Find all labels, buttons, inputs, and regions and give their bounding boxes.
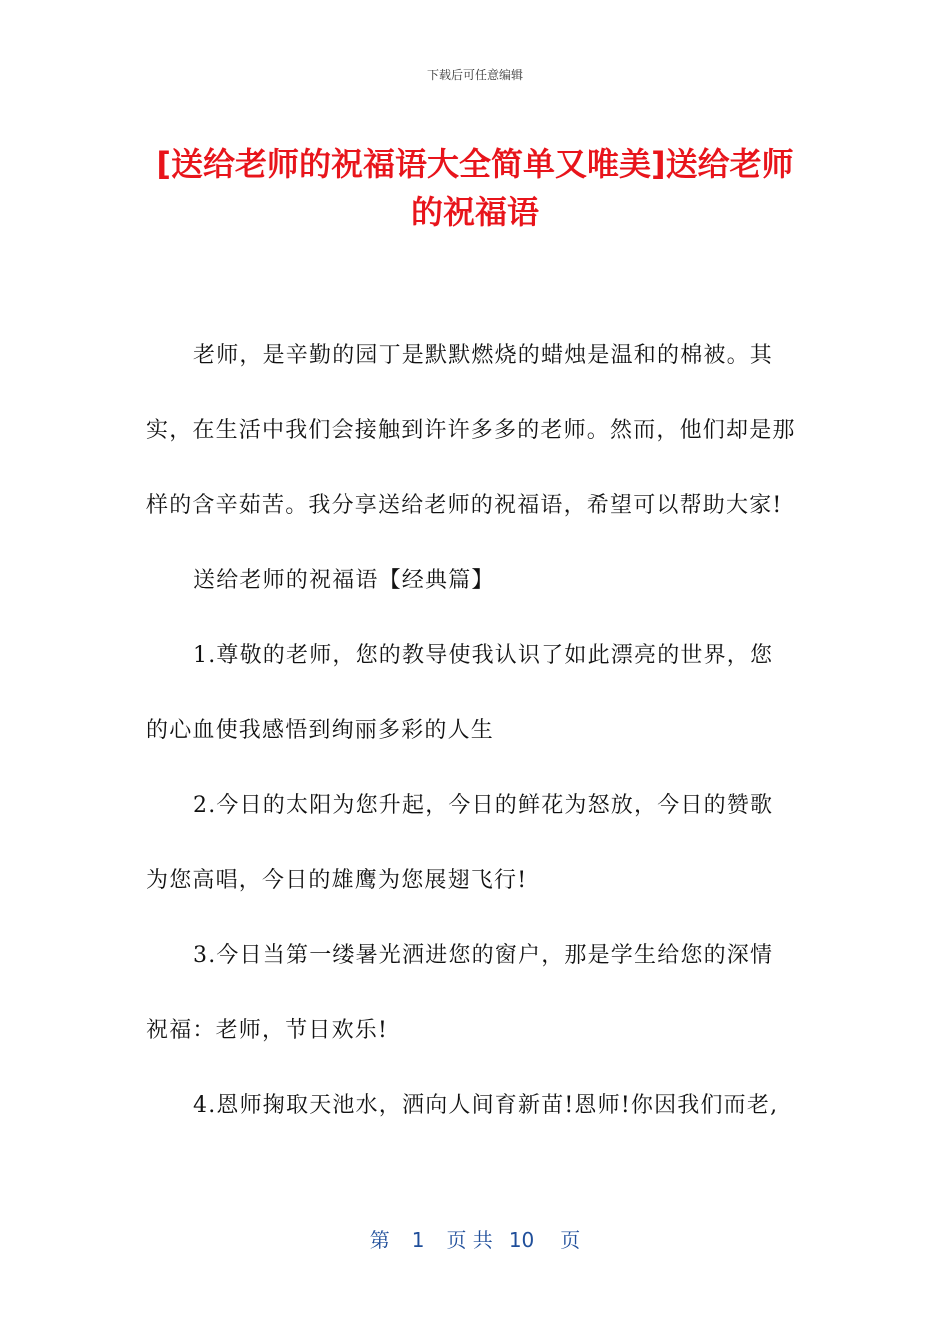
footer-total-pages: 10 — [508, 1228, 535, 1252]
section-heading: 送给老师的祝福语【经典篇】 — [193, 568, 495, 593]
document-title: [送给老师的祝福语大全简单又唯美]送给老师的祝福语 — [156, 145, 794, 231]
paragraph-item-4: 4.恩师掬取天池水，洒向人间育新苗!恩师!你因我们而老, — [193, 1093, 779, 1118]
footer-label-of: 页 共 — [446, 1228, 493, 1252]
document-body — [146, 318, 796, 1143]
paragraph-intro: 老师，是辛勤的园丁是默默燃烧的蜡烛是温和的棉被。其实，在生活中我们会接触到许许多多的老师。然而，他们却是那样的含辛茹苦。我分享送给老师的祝福语，希望可以帮助大家! — [146, 343, 796, 518]
footer-label-page: 第 — [369, 1228, 390, 1252]
footer-label-pages: 页 — [560, 1228, 581, 1252]
paragraph-item-1: 1.尊敬的老师，您的教导使我认识了如此漂亮的世界，您的心血使我感悟到绚丽多彩的人生 — [146, 643, 774, 743]
paragraph-item-3: 3.今日当第一缕暑光洒进您的窗户，那是学生给您的深情祝福：老师，节日欢乐! — [146, 943, 774, 1043]
page-footer — [0, 1224, 950, 1253]
paragraph-item-2: 2.今日的太阳为您升起，今日的鲜花为怒放，今日的赞歌为您高唱，今日的雄鹰为您展翅飞行! — [146, 793, 774, 893]
header-note: 下载后可任意编辑 — [426, 68, 523, 82]
footer-current-page: 1 — [411, 1228, 425, 1252]
